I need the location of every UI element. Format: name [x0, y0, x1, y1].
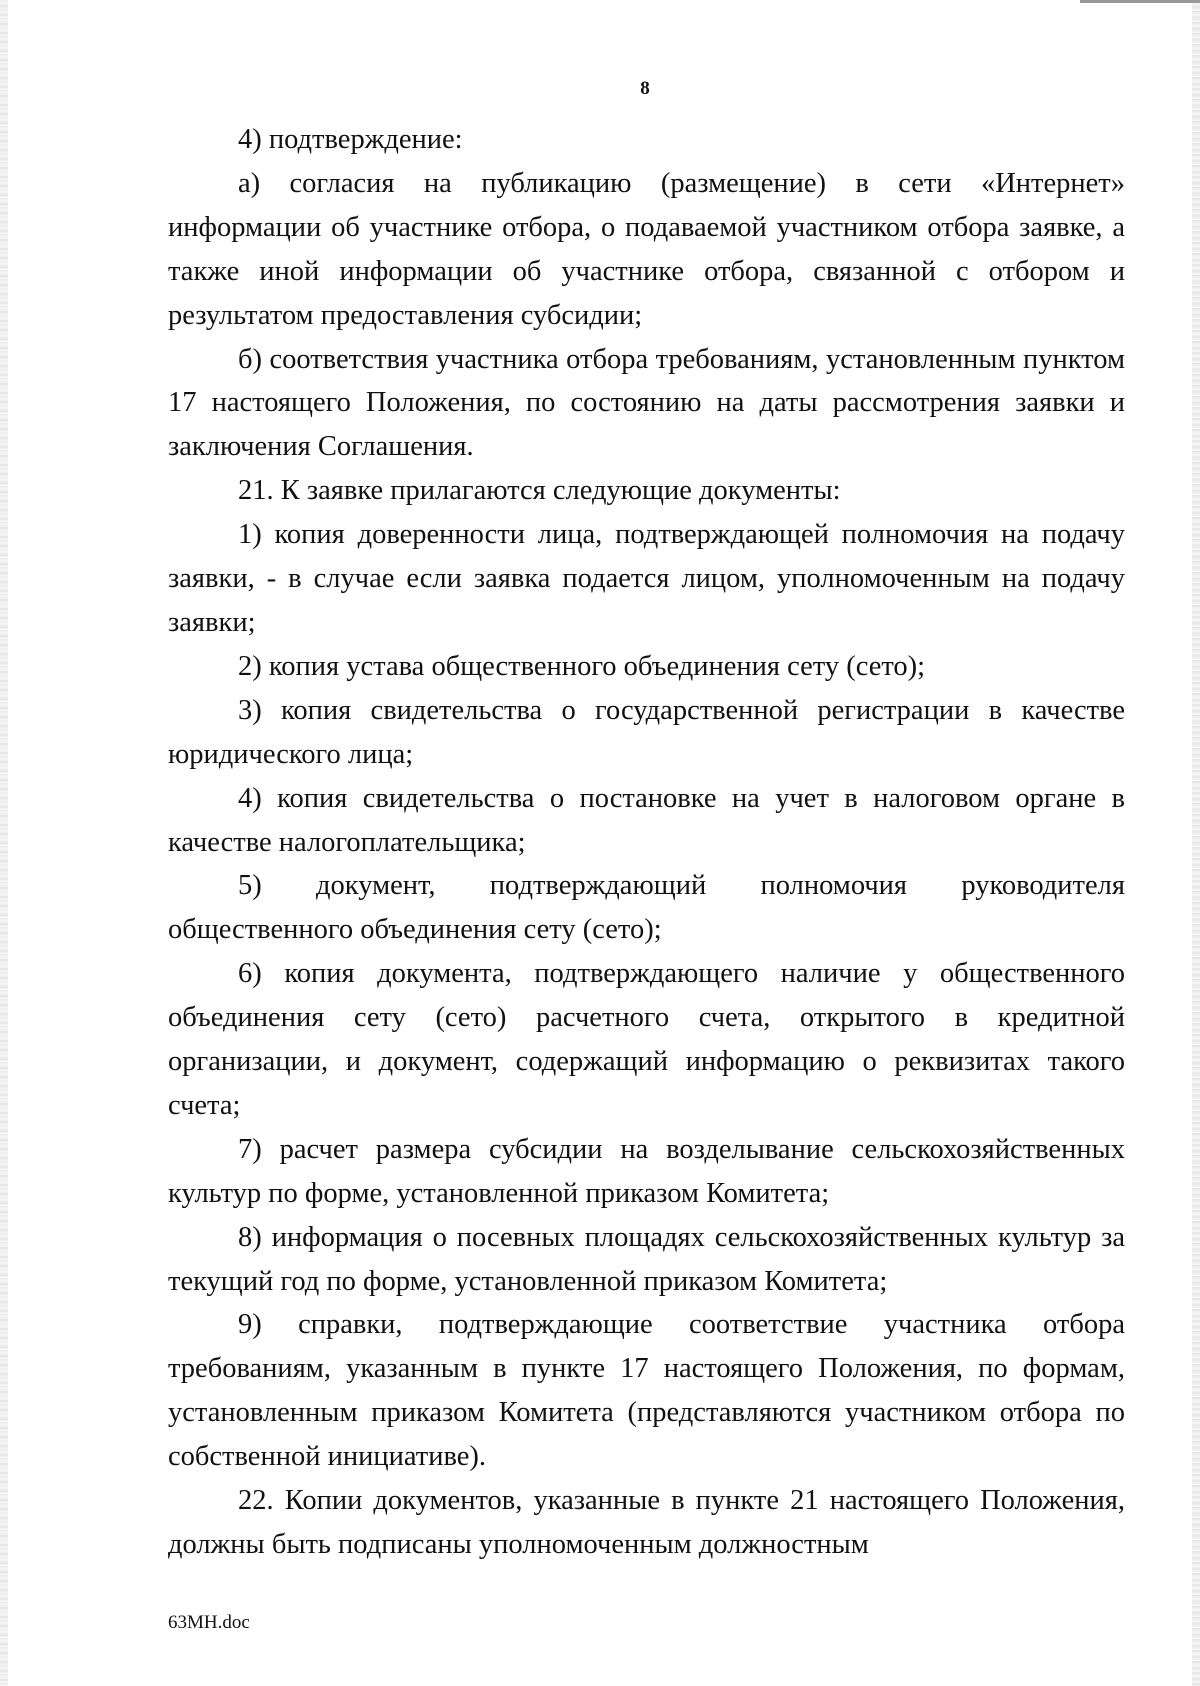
paragraph: 4) подтверждение:: [238, 124, 463, 155]
paragraph: 2) копия устава общественного объединения сету (сето);: [238, 650, 926, 682]
paragraph: 22. Копии документов, указанные в пункте 21 настоящего Положения, должны быть подписаны уполномоченным должностным: [168, 1485, 1125, 1560]
page-number: 8: [640, 78, 650, 99]
paragraph: 21. К заявке прилагаются следующие документы:: [238, 475, 841, 507]
scan-edge-top: [1080, 0, 1200, 3]
paragraph: 5) документ, подтверждающий полномочия руководителя общественного объединения сету (сето);: [168, 870, 1125, 946]
document-body: [168, 118, 1125, 1567]
scan-edge-left: [0, 0, 8, 1686]
paragraph: 4) копия свидетельства о постановке на учет в налоговом органе в качестве налогоплательщика;: [168, 782, 1125, 858]
scan-edge-right: [1192, 0, 1200, 1686]
footer-filename: 63МН.doc: [168, 1612, 250, 1633]
paragraph: 8) информация о посевных площадях сельскохозяйственных культур за текущий год по форме, установленной приказом Комитета;: [168, 1221, 1125, 1297]
paragraph: 3) копия свидетельства о государственной регистрации в качестве юридического лица;: [168, 694, 1125, 770]
paragraph: а) согласия на публикацию (размещение) в сети «Интернет» информации об участнике отбора, о подаваемой участником отбора заявке, а также иной информации об участнике отбора, связанной с отбором и результатом предоставления субсидии;: [168, 167, 1125, 331]
paragraph: 6) копия документа, подтверждающего наличие у общественного объединения сету (сето) расчетного счета, открытого в кредитной организации, и документ, содержащий информацию о реквизитах такого счета;: [168, 958, 1125, 1121]
paragraph: 7) расчет размера субсидии на возделывание сельскохозяйственных культур по форме, установленной приказом Комитета;: [168, 1133, 1125, 1209]
paragraph: б) соответствия участника отбора требованиям, установленным пунктом 17 настоящего Положения, по состоянию на даты рассмотрения заявки и заключения Соглашения.: [168, 343, 1125, 463]
paragraph: 9) справки, подтверждающие соответствие участника отбора требованиям, указанным в пункте 17 настоящего Положения, по формам, установленным приказом Комитета (представляются участником отбора по собственной инициативе).: [168, 1309, 1125, 1473]
paragraph: 1) копия доверенности лица, подтверждающей полномочия на подачу заявки, - в случае если заявка подается лицом, уполномоченным на подачу заявки;: [168, 519, 1125, 638]
